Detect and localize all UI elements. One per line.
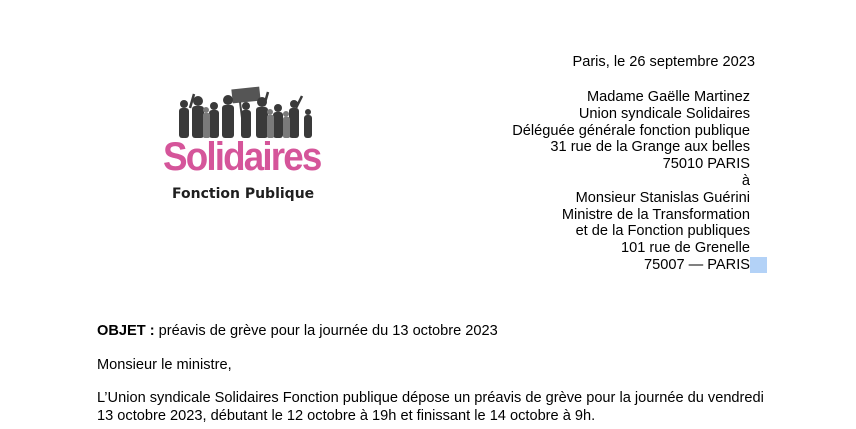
recipient-city: 75007 — PARIS xyxy=(644,256,750,273)
recipient-title-line1: Ministre de la Transformation xyxy=(561,206,750,223)
address-block xyxy=(512,89,750,274)
subject-label: OBJET : xyxy=(97,323,155,339)
body-paragraph xyxy=(97,389,787,425)
solidaires-logo xyxy=(160,84,330,208)
sender-street: 31 rue de la Grange aux belles xyxy=(550,139,750,156)
salutation: Monsieur le ministre, xyxy=(97,357,232,373)
paragraph-line: L’Union syndicale Solidaires Fonction publique dépose un préavis de grève pour la journée du vendredi xyxy=(97,390,764,406)
sender-organization: Union syndicale Solidaires xyxy=(578,105,750,122)
logo-subtitle: Fonction Publique xyxy=(172,186,315,202)
subject-line xyxy=(97,322,498,340)
recipient-street: 101 rue de Grenelle xyxy=(621,240,750,257)
letter-date: Paris, le 26 septembre 2023 xyxy=(572,54,755,70)
recipient-title-line2: et de la Fonction publiques xyxy=(575,223,750,240)
address-separator: à xyxy=(741,172,750,189)
recipient-name: Monsieur Stanislas Guérini xyxy=(575,189,750,206)
sender-name: Madame Gaëlle Martinez xyxy=(586,89,750,105)
recipient-city-line xyxy=(512,257,750,274)
sender-city: 75010 PARIS xyxy=(662,156,750,173)
text-selection-highlight[interactable] xyxy=(750,257,767,273)
sender-role: Déléguée générale fonction publique xyxy=(512,122,750,139)
paragraph-line: 13 octobre 2023, débutant le 12 octobre à 19h et finissant le 14 octobre à 9h. xyxy=(97,408,596,424)
subject-text: préavis de grève pour la journée du 13 octobre 2023 xyxy=(154,323,498,339)
logo-wordmark: Solidaires xyxy=(163,135,321,179)
